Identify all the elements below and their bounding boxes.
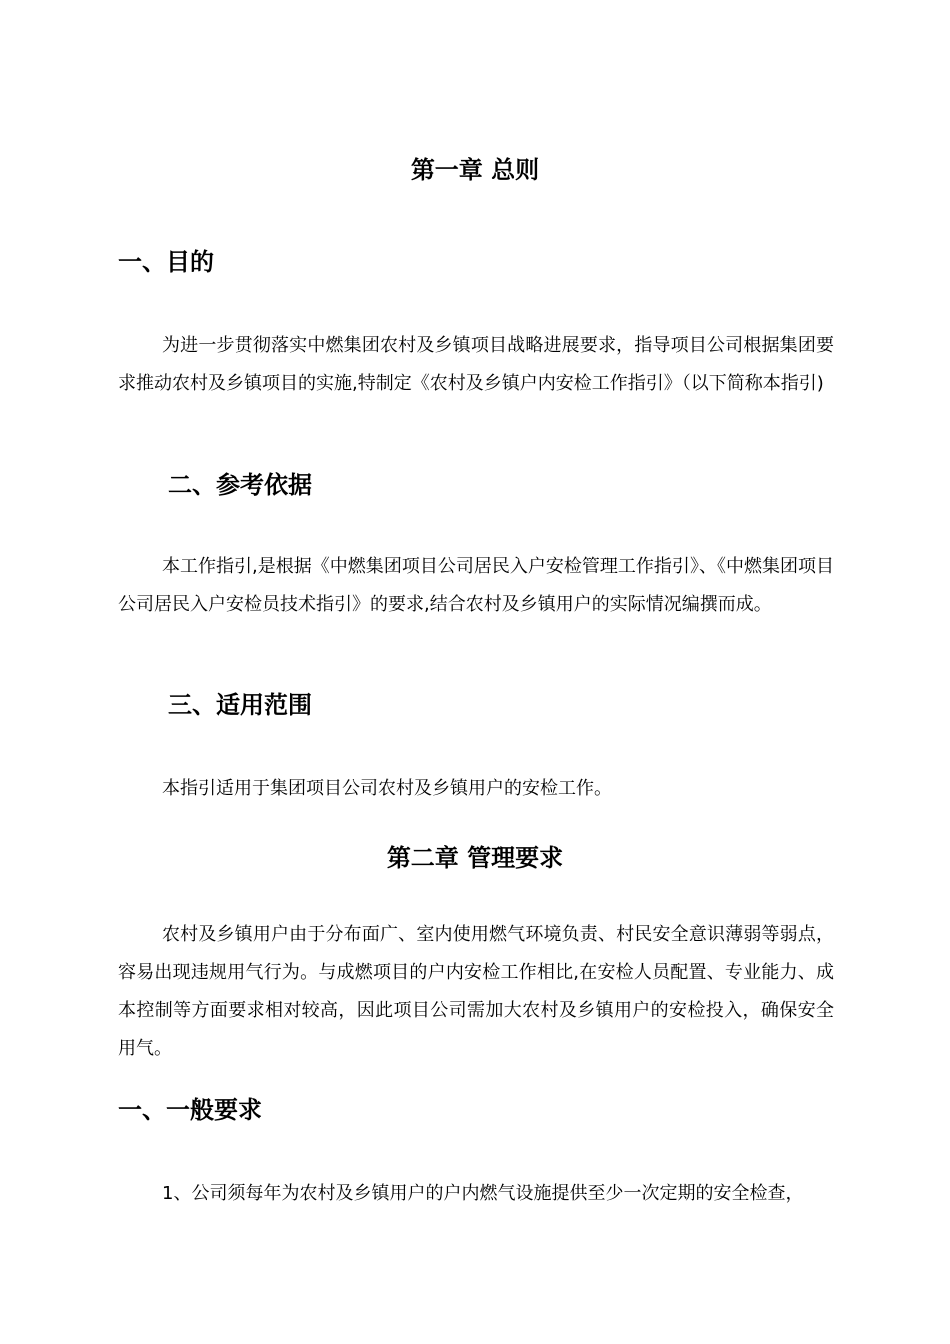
chapter-2-intro: 农村及乡镇用户由于分布面广、室内使用燃气环境负责、村民安全意识薄弱等弱点，容易出现违规用气行为。与成燃项目的户内安检工作相比,在安检人员配置、专业能力、成本控制等方面要求相对较高，因此项目公司需加大农村及乡镇用户的安检投入，确保安全用气。 (118, 924, 834, 1059)
section-reference-body: 本工作指引,是根据《中燃集团项目公司居民入户安检管理工作指引》、《中燃集团项目公司居民入户安检员技术指引》的要求,结合农村及乡镇用户的实际情况编撰而成。 (118, 556, 834, 615)
section-purpose-heading: 一、目的 (118, 248, 214, 276)
chapter-2-title: 第二章 管理要求 (386, 844, 564, 872)
section-reference-heading: 二、参考依据 (168, 471, 312, 499)
section-scope-heading: 三、适用范围 (168, 691, 312, 719)
section-purpose-body: 为进一步贯彻落实中燃集团农村及乡镇项目战略进展要求，指导项目公司根据集团要求推动农村及乡镇项目的实施,特制定《农村及乡镇户内安检工作指引》（以下简称本指引) (118, 335, 834, 394)
section-scope-body: 本指引适用于集团项目公司农村及乡镇用户的安检工作。 (162, 778, 612, 799)
section-general-body: 1、公司须每年为农村及乡镇用户的户内燃气设施提供至少一次定期的安全检查， (162, 1183, 804, 1204)
chapter-1-title: 第一章 总则 (410, 156, 540, 184)
section-general-heading: 一、一般要求 (118, 1096, 262, 1124)
